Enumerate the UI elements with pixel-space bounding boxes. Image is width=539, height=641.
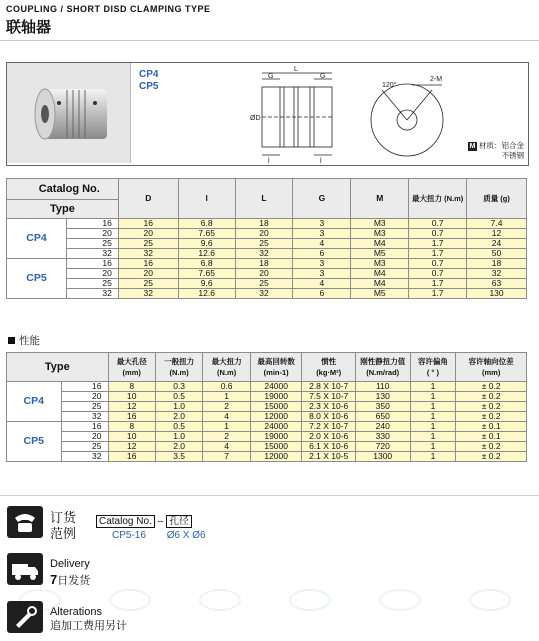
order-example	[112, 530, 206, 541]
tools-icon	[7, 601, 43, 633]
size-cell: 16	[61, 422, 108, 432]
table-cell: 6	[293, 289, 351, 299]
table-cell: 1	[410, 392, 456, 402]
table-cell: 12.6	[178, 249, 235, 259]
dim-D: ØD	[250, 115, 261, 122]
table-row	[7, 259, 527, 269]
table-cell: 15000	[250, 442, 302, 452]
table-cell: 2.0	[155, 442, 203, 452]
dim-l-right: l	[320, 158, 322, 163]
table-cell: 1300	[355, 452, 410, 462]
table-cell: 2	[203, 402, 251, 412]
performance-table	[6, 352, 527, 462]
order-label	[50, 510, 76, 542]
delivery-info	[50, 557, 90, 589]
table-cell: 16	[108, 452, 155, 462]
table-cell: 4	[293, 239, 351, 249]
table-cell: 25	[235, 239, 293, 249]
table-cell: 6.8	[178, 219, 235, 229]
table-cell: ± 0.2	[456, 382, 527, 392]
table-row	[7, 249, 527, 259]
dim-M: 2-M	[430, 76, 443, 83]
example-hole: Ø6 X Ø6	[166, 530, 206, 541]
material-mark: M	[469, 143, 476, 150]
table-cell: 12	[467, 229, 527, 239]
table-cell: 20	[118, 269, 178, 279]
table-cell: 130	[467, 289, 527, 299]
table-row	[7, 279, 527, 289]
table-cell: 12000	[250, 452, 302, 462]
table-cell: 3.5	[155, 452, 203, 462]
table-cell: 10	[108, 392, 155, 402]
material-label-2: 不锈钢	[501, 151, 524, 160]
table-cell: M5	[351, 249, 409, 259]
table-cell: 19000	[250, 392, 302, 402]
table-cell: 18	[235, 219, 293, 229]
header-type-2: Type	[7, 353, 109, 382]
table-cell: M4	[351, 269, 409, 279]
table-row	[7, 412, 527, 422]
table-cell: 12	[108, 442, 155, 452]
table-cell: 1.0	[155, 432, 203, 442]
table-row	[7, 422, 527, 432]
table-cell: 7	[203, 452, 251, 462]
delivery-cn: 日发货	[57, 575, 91, 587]
size-cell: 20	[61, 432, 108, 442]
header-catalog: Catalog No.	[7, 179, 119, 200]
table-cell: M5	[351, 289, 409, 299]
table-cell: 720	[355, 442, 410, 452]
size-cell: 32	[66, 249, 118, 259]
order-hole: 孔径	[166, 515, 192, 528]
material-note	[468, 141, 524, 161]
table-cell: 63	[467, 279, 527, 289]
model-cp4: CP4	[139, 69, 159, 80]
table-cell: 6.8	[178, 259, 235, 269]
table-cell: 7.4	[467, 219, 527, 229]
table-cell: 4	[293, 279, 351, 289]
size-cell: 16	[66, 219, 118, 229]
alterations-en: Alterations	[50, 606, 102, 618]
table-cell: 8.0 X 10-6	[302, 412, 355, 422]
phone-icon	[7, 506, 43, 538]
truck-icon	[7, 553, 43, 585]
table-cell: 16	[118, 219, 178, 229]
perf-col-title: 一般扭力	[164, 357, 195, 366]
table-cell: 4	[203, 442, 251, 452]
table-cell: 2.3 X 10-6	[302, 402, 355, 412]
table-cell: 0.7	[409, 269, 467, 279]
footer-divider	[0, 495, 539, 496]
table-cell: 16	[108, 412, 155, 422]
header-divider	[0, 40, 539, 41]
size-cell: 32	[61, 452, 108, 462]
delivery-days: 7	[50, 572, 58, 587]
perf-col-unit: (mm)	[122, 368, 141, 377]
table-cell: 2.1 X 10-5	[302, 452, 355, 462]
perf-col-unit: ( ° )	[426, 368, 440, 377]
table-row	[7, 392, 527, 402]
table-cell: 20	[118, 229, 178, 239]
table-cell: 12000	[250, 412, 302, 422]
table-cell: 24000	[250, 382, 302, 392]
table-cell: 32	[467, 269, 527, 279]
size-cell: 16	[66, 259, 118, 269]
bullet-square	[8, 337, 15, 344]
perf-col-title: 容许偏角	[417, 357, 448, 366]
table-cell: 1	[410, 422, 456, 432]
order-dash: –	[157, 516, 164, 527]
table-cell: 350	[355, 402, 410, 412]
perf-model-cp4: CP4	[7, 382, 62, 422]
table-cell: 1	[410, 412, 456, 422]
table-cell: 3	[293, 229, 351, 239]
table-cell: 2.0	[155, 412, 203, 422]
table-cell: 16	[118, 259, 178, 269]
alterations-info	[50, 605, 127, 633]
table-cell: 1.7	[409, 249, 467, 259]
dim-L: L	[294, 66, 298, 73]
model-cp5: CP5	[139, 81, 159, 92]
perf-col-4	[302, 353, 355, 382]
table-cell: 1.7	[409, 289, 467, 299]
table-row	[7, 452, 527, 462]
table-cell: 1	[410, 382, 456, 392]
example-model: CP5-16	[112, 530, 146, 541]
size-cell: 25	[61, 402, 108, 412]
dim-G-left: G	[268, 73, 274, 80]
perf-col-6	[410, 353, 456, 382]
row-model-cp5: CP5	[7, 259, 67, 299]
table-cell: 1	[410, 452, 456, 462]
table-cell: 0.7	[409, 259, 467, 269]
order-label-2: 范例	[50, 526, 77, 541]
page-title: 联轴器	[6, 19, 52, 36]
table-cell: 1	[203, 422, 251, 432]
table-cell: 1	[410, 402, 456, 412]
table-cell: 19000	[250, 432, 302, 442]
table-cell: ± 0.2	[456, 452, 527, 462]
technical-drawing	[232, 65, 472, 163]
perf-col-unit: (min-1)	[263, 368, 289, 377]
perf-col-title: 容许轴向位差	[468, 357, 514, 366]
perf-col-title: 最高回转数	[257, 357, 295, 366]
table-row	[7, 239, 527, 249]
perf-col-1	[155, 353, 203, 382]
perf-col-2	[203, 353, 251, 382]
table-cell: 9.6	[178, 279, 235, 289]
dimension-table	[6, 178, 527, 299]
table-cell: 2	[203, 432, 251, 442]
section-performance	[8, 333, 40, 348]
table-cell: 1	[410, 442, 456, 452]
perf-col-5	[355, 353, 410, 382]
table-cell: 6	[293, 249, 351, 259]
table-cell: 7.65	[178, 269, 235, 279]
table-cell: M3	[351, 259, 409, 269]
table-cell: ± 0.2	[456, 402, 527, 412]
table-cell: 15000	[250, 402, 302, 412]
table-row	[7, 402, 527, 412]
table-cell: 50	[467, 249, 527, 259]
table-cell: 6.1 X 10-6	[302, 442, 355, 452]
table-cell: ± 0.2	[456, 442, 527, 452]
size-cell: 20	[66, 229, 118, 239]
table-row	[7, 442, 527, 452]
table-cell: 9.6	[178, 239, 235, 249]
header-type: Type	[7, 200, 119, 219]
perf-col-0	[108, 353, 155, 382]
table-cell: 12	[108, 402, 155, 412]
table-cell: 2.8 X 10-7	[302, 382, 355, 392]
row-model-cp4: CP4	[7, 219, 67, 259]
table-cell: 7.5 X 10-7	[302, 392, 355, 402]
alterations-cn: 追加工费用另计	[50, 620, 127, 632]
perf-col-unit: (N.m)	[217, 368, 237, 377]
table-cell: 18	[467, 259, 527, 269]
table-cell: 20	[235, 229, 293, 239]
table-cell: 1.7	[409, 239, 467, 249]
table-cell: 8	[108, 382, 155, 392]
perf-col-7	[456, 353, 527, 382]
section-performance-label: 性能	[19, 335, 40, 347]
perf-col-title: 最大扭力	[211, 357, 242, 366]
delivery-en: Delivery	[50, 558, 90, 570]
col-mass: 质量 (g)	[467, 179, 527, 219]
perf-col-unit: (kg·M²)	[316, 368, 342, 377]
size-cell: 25	[66, 239, 118, 249]
size-cell: 25	[61, 442, 108, 452]
perf-col-3	[250, 353, 302, 382]
table-cell: M3	[351, 219, 409, 229]
perf-col-title: 惯性	[321, 357, 337, 366]
table-cell: 20	[235, 269, 293, 279]
table-cell: 12.6	[178, 289, 235, 299]
coupling-photo	[7, 63, 131, 163]
table-cell: 32	[235, 249, 293, 259]
table-cell: 24	[467, 239, 527, 249]
table-cell: 1	[410, 432, 456, 442]
table-cell: 18	[235, 259, 293, 269]
perf-col-unit: (mm)	[482, 368, 501, 377]
size-cell: 32	[61, 412, 108, 422]
order-label-1: 订货	[50, 510, 77, 525]
table-cell: 10	[108, 432, 155, 442]
table-cell: ± 0.1	[456, 432, 527, 442]
size-cell: 32	[66, 289, 118, 299]
table-cell: M4	[351, 239, 409, 249]
table-cell: 240	[355, 422, 410, 432]
model-list	[139, 69, 158, 93]
table-cell: ± 0.2	[456, 412, 527, 422]
size-cell: 20	[61, 392, 108, 402]
table-row	[7, 219, 527, 229]
table-cell: 8	[108, 422, 155, 432]
table-cell: 0.5	[155, 422, 203, 432]
material-label: 材质：铝合金	[479, 141, 524, 150]
size-cell: 25	[66, 279, 118, 289]
table-cell: ± 0.2	[456, 392, 527, 402]
table-cell: M3	[351, 229, 409, 239]
table-cell: 3	[293, 219, 351, 229]
table-cell: 25	[235, 279, 293, 289]
table-cell: 0.7	[409, 219, 467, 229]
table-cell: 32	[118, 289, 178, 299]
perf-model-cp5: CP5	[7, 422, 62, 462]
table-cell: 110	[355, 382, 410, 392]
table-cell: 1.7	[409, 279, 467, 289]
perf-col-title: 刚性静扭力值	[360, 357, 406, 366]
table-cell: 0.7	[409, 229, 467, 239]
table-cell: 32	[118, 249, 178, 259]
table-cell: ± 0.1	[456, 422, 527, 432]
col-G: G	[293, 179, 351, 219]
col-D: D	[118, 179, 178, 219]
table-cell: 32	[235, 289, 293, 299]
table-row	[7, 382, 527, 392]
perf-col-title: 最大孔径	[116, 357, 147, 366]
table-cell: 3	[293, 269, 351, 279]
col-L: L	[235, 179, 293, 219]
table-cell: 0.3	[155, 382, 203, 392]
table-row	[7, 229, 527, 239]
table-row	[7, 289, 527, 299]
table-cell: 330	[355, 432, 410, 442]
dim-l-left: l	[268, 158, 270, 163]
table-row	[7, 432, 527, 442]
order-catalog: Catalog No.	[96, 515, 155, 528]
perf-col-unit: (N.m)	[169, 368, 189, 377]
table-cell: 1.0	[155, 402, 203, 412]
table-cell: M4	[351, 279, 409, 289]
table-cell: 650	[355, 412, 410, 422]
table-cell: 3	[293, 259, 351, 269]
table-cell: 0.5	[155, 392, 203, 402]
page-subtitle: COUPLING / SHORT DISD CLAMPING TYPE	[6, 4, 211, 14]
size-cell: 20	[66, 269, 118, 279]
table-cell: 130	[355, 392, 410, 402]
table-cell: 7.2 X 10-7	[302, 422, 355, 432]
table-cell: 2.0 X 10-6	[302, 432, 355, 442]
perf-col-unit: (N.m/rad)	[366, 368, 400, 377]
dim-angle: 120°	[382, 82, 397, 89]
table-cell: 0.6	[203, 382, 251, 392]
table-cell: 25	[118, 279, 178, 289]
col-l: l	[178, 179, 235, 219]
table-cell: 25	[118, 239, 178, 249]
table-cell: 1	[203, 392, 251, 402]
table-row	[7, 269, 527, 279]
table-cell: 24000	[250, 422, 302, 432]
product-panel	[6, 62, 529, 166]
col-max-torque: 最大扭力 (N.m)	[409, 179, 467, 219]
order-format	[96, 512, 192, 527]
size-cell: 16	[61, 382, 108, 392]
table-cell: 7.65	[178, 229, 235, 239]
dim-G-right: G	[320, 73, 326, 80]
col-M: M	[351, 179, 409, 219]
table-cell: 4	[203, 412, 251, 422]
page-header	[6, 4, 211, 37]
coupling-image	[7, 63, 130, 163]
